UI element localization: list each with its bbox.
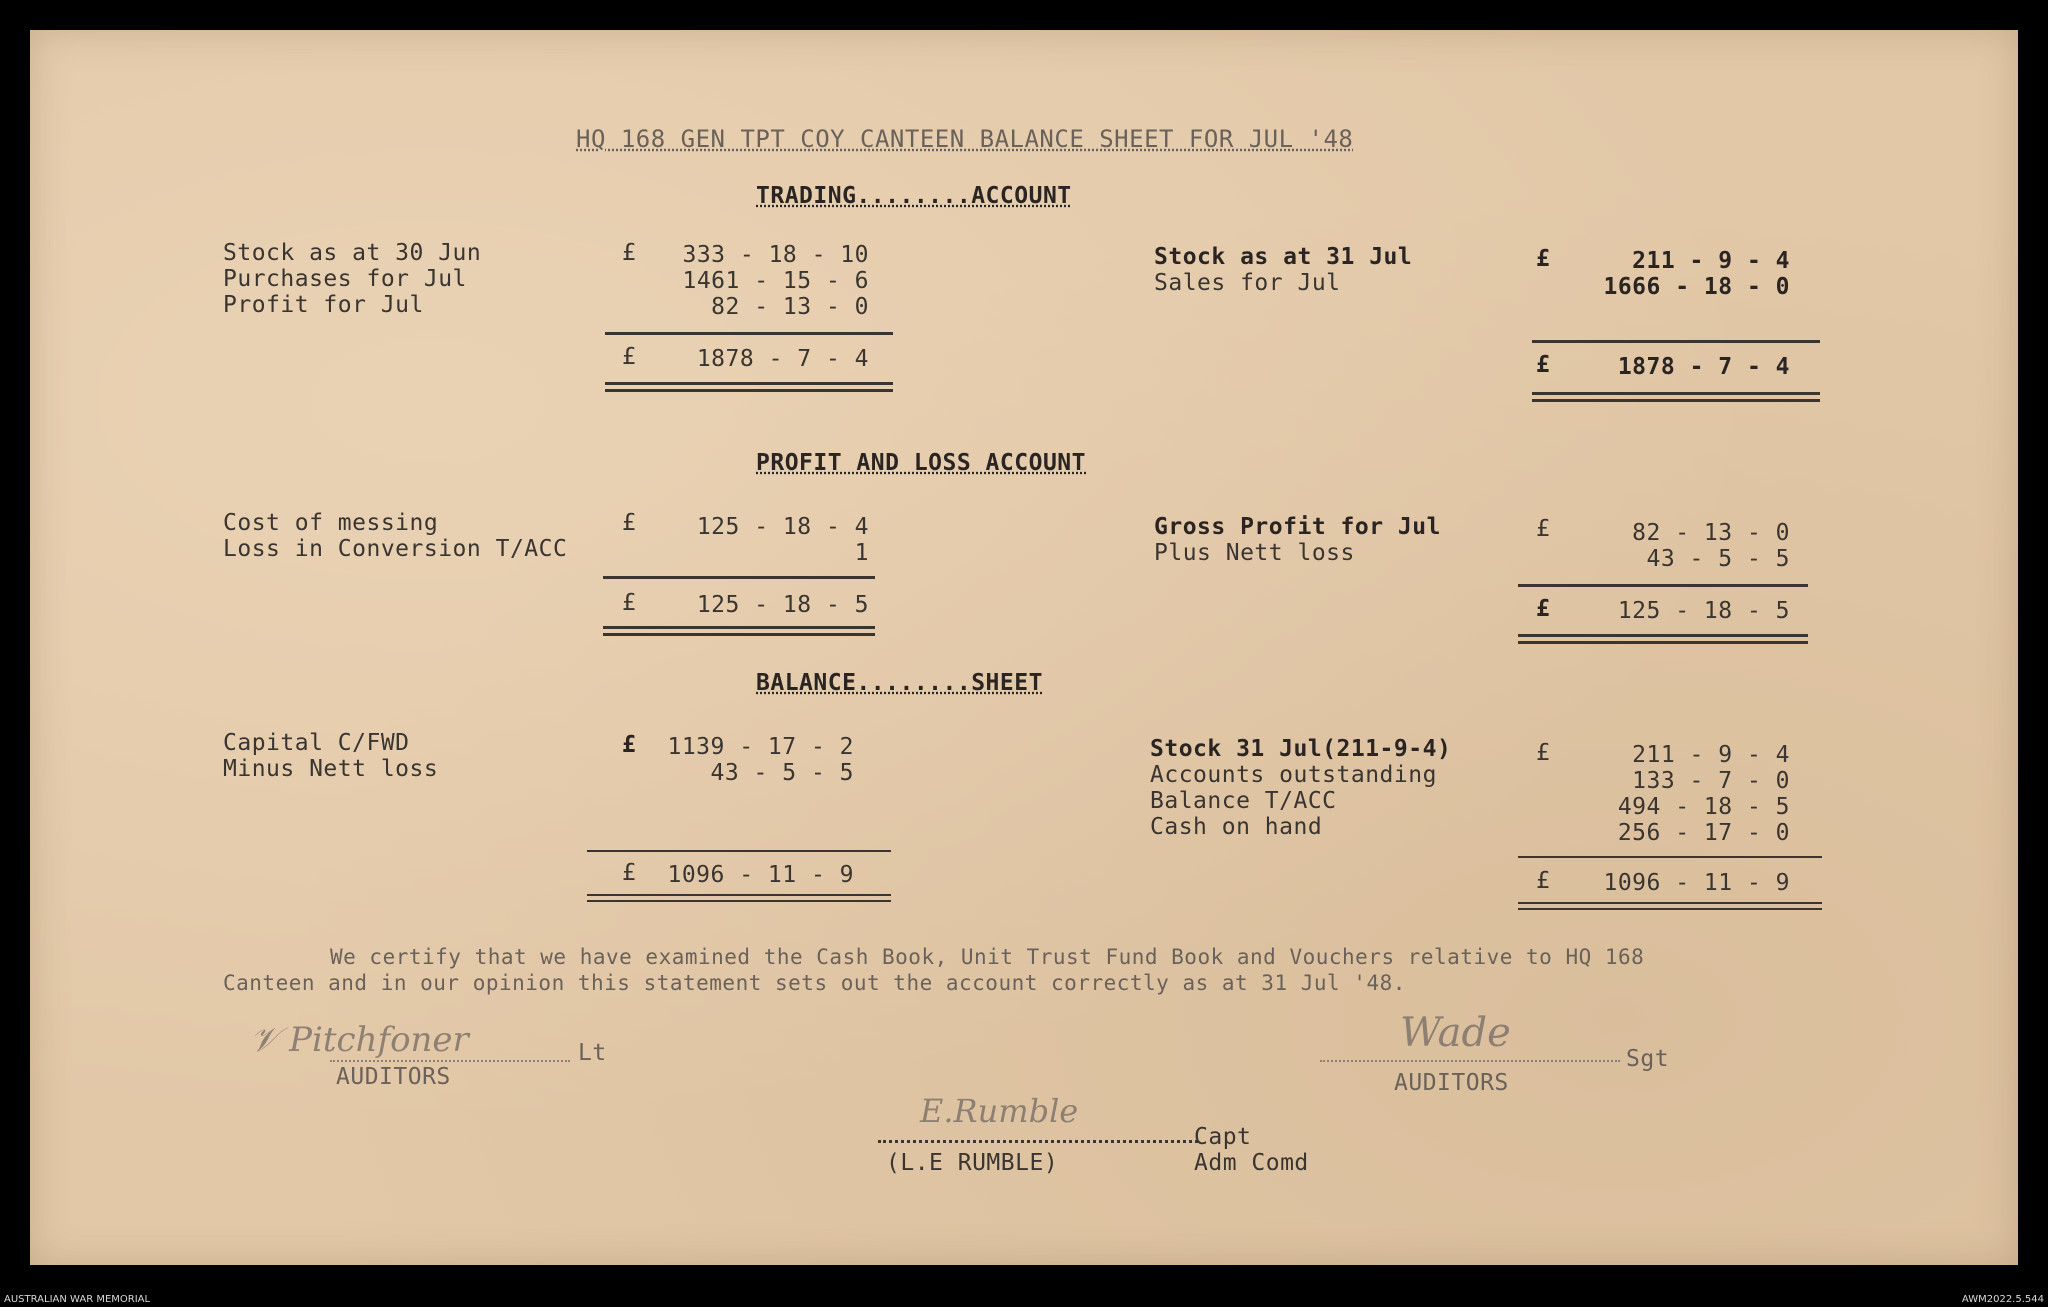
trading-left-label-2: Purchases for Jul — [223, 266, 467, 292]
commander-signature-line — [878, 1140, 1198, 1143]
balance-left-double-rule — [587, 894, 891, 902]
pl-left-rule — [603, 576, 875, 579]
trading-left-total: 1878 - 7 - 4 — [696, 346, 869, 372]
balance-right-total: 1096 - 11 - 9 — [1603, 870, 1790, 896]
pl-left-total-currency: £ — [622, 590, 637, 616]
trading-left-value-1: 333 - 18 - 10 — [682, 242, 869, 268]
trading-right-rule — [1532, 340, 1820, 343]
left-auditor-rank: Lt — [578, 1040, 607, 1066]
balance-left-value-1: 1139 - 17 - 2 — [667, 734, 854, 760]
commander-rank: Capt — [1194, 1124, 1252, 1150]
balance-left-currency: £ — [622, 732, 637, 758]
balance-right-label-4: Cash on hand — [1150, 814, 1323, 840]
pl-right-total: 125 - 18 - 5 — [1617, 598, 1790, 624]
pl-left-label-1: Cost of messing — [223, 510, 439, 536]
balance-heading: BALANCE........SHEET — [756, 670, 1043, 696]
balance-left-value-2: 43 - 5 - 5 — [710, 760, 854, 786]
trading-left-rule — [605, 332, 893, 335]
trading-right-label-2: Sales for Jul — [1154, 270, 1341, 296]
balance-right-label-1: Stock 31 Jul(211-9-4) — [1150, 736, 1452, 762]
trading-heading: TRADING........ACCOUNT — [756, 183, 1072, 209]
trading-right-label-1: Stock as at 31 Jul — [1154, 244, 1413, 270]
trading-left-double-rule — [605, 382, 893, 392]
trading-left-label-3: Profit for Jul — [223, 292, 424, 318]
balance-right-value-1: 211 - 9 - 4 — [1632, 742, 1790, 768]
pl-right-double-rule — [1518, 634, 1808, 644]
pl-right-label-2: Plus Nett loss — [1154, 540, 1355, 566]
balance-right-value-3: 494 - 18 - 5 — [1617, 794, 1790, 820]
trading-left-label-1: Stock as at 30 Jun — [223, 240, 482, 266]
pl-right-value-1: 82 - 13 - 0 — [1632, 520, 1790, 546]
balance-left-label-1: Capital C/FWD — [223, 730, 410, 756]
left-auditor-role: AUDITORS — [336, 1064, 451, 1090]
footer-left-credit: AUSTRALIAN WAR MEMORIAL — [4, 1294, 151, 1305]
balance-left-rule — [587, 850, 891, 852]
trading-right-double-rule — [1532, 392, 1820, 402]
pl-right-label-1: Gross Profit for Jul — [1154, 514, 1441, 540]
balance-right-value-2: 133 - 7 - 0 — [1632, 768, 1790, 794]
commander-name: (L.E RUMBLE) — [886, 1150, 1059, 1176]
trading-right-total: 1878 - 7 - 4 — [1617, 354, 1790, 380]
pl-heading: PROFIT AND LOSS ACCOUNT — [756, 450, 1086, 476]
certification-line-2: Canteen and in our opinion this statement sets out the account correctly as at 31 Jul '48. — [223, 971, 1406, 995]
document-title: HQ 168 GEN TPT COY CANTEEN BALANCE SHEET FOR JUL '48 — [576, 125, 1354, 153]
pl-left-value-2: 1 — [854, 540, 869, 566]
right-auditor-signature: Wade — [1400, 1010, 1511, 1056]
commander-role: Adm Comd — [1194, 1150, 1309, 1176]
pl-right-value-2: 43 - 5 - 5 — [1646, 546, 1790, 572]
right-auditor-rank: Sgt — [1626, 1046, 1670, 1072]
right-auditor-role: AUDITORS — [1394, 1070, 1509, 1096]
balance-right-label-3: Balance T/ACC — [1150, 788, 1337, 814]
balance-right-double-rule — [1518, 902, 1822, 910]
pl-left-double-rule — [603, 626, 875, 636]
pl-left-label-2: Loss in Conversion T/ACC — [223, 536, 568, 562]
trading-right-value-2: 1666 - 18 - 0 — [1603, 274, 1790, 300]
certification-line-1: We certify that we have examined the Cash Book, Unit Trust Fund Book and Vouchers relative to HQ 168 — [330, 945, 1645, 969]
document-page — [30, 30, 2018, 1265]
balance-left-label-2: Minus Nett loss — [223, 756, 439, 782]
pl-left-value-1: 125 - 18 - 4 — [696, 514, 869, 540]
commander-signature: E.Rumble — [920, 1092, 1079, 1130]
trading-right-currency: £ — [1536, 246, 1551, 272]
trading-right-total-currency: £ — [1536, 352, 1551, 378]
left-signature-line — [330, 1060, 570, 1062]
balance-right-total-currency: £ — [1536, 868, 1551, 894]
left-auditor-signature: 𝒱 Pitchfoner — [250, 1020, 469, 1060]
trading-left-value-2: 1461 - 15 - 6 — [682, 268, 869, 294]
right-signature-line — [1320, 1060, 1620, 1062]
balance-left-total-currency: £ — [622, 860, 637, 886]
balance-left-total: 1096 - 11 - 9 — [667, 862, 854, 888]
pl-right-total-currency: £ — [1536, 596, 1551, 622]
balance-right-rule — [1518, 856, 1822, 858]
trading-right-value-1: 211 - 9 - 4 — [1632, 248, 1790, 274]
pl-left-currency: £ — [622, 510, 637, 536]
balance-right-value-4: 256 - 17 - 0 — [1617, 820, 1790, 846]
pl-left-total: 125 - 18 - 5 — [696, 592, 869, 618]
trading-left-value-3: 82 - 13 - 0 — [711, 294, 869, 320]
footer-right-id: AWM2022.5.544 — [1961, 1294, 2044, 1305]
balance-right-currency: £ — [1536, 740, 1551, 766]
trading-left-total-currency: £ — [622, 344, 637, 370]
pl-right-currency: £ — [1536, 516, 1551, 542]
balance-right-label-2: Accounts outstanding — [1150, 762, 1437, 788]
pl-right-rule — [1518, 584, 1808, 587]
trading-left-currency: £ — [622, 240, 637, 266]
